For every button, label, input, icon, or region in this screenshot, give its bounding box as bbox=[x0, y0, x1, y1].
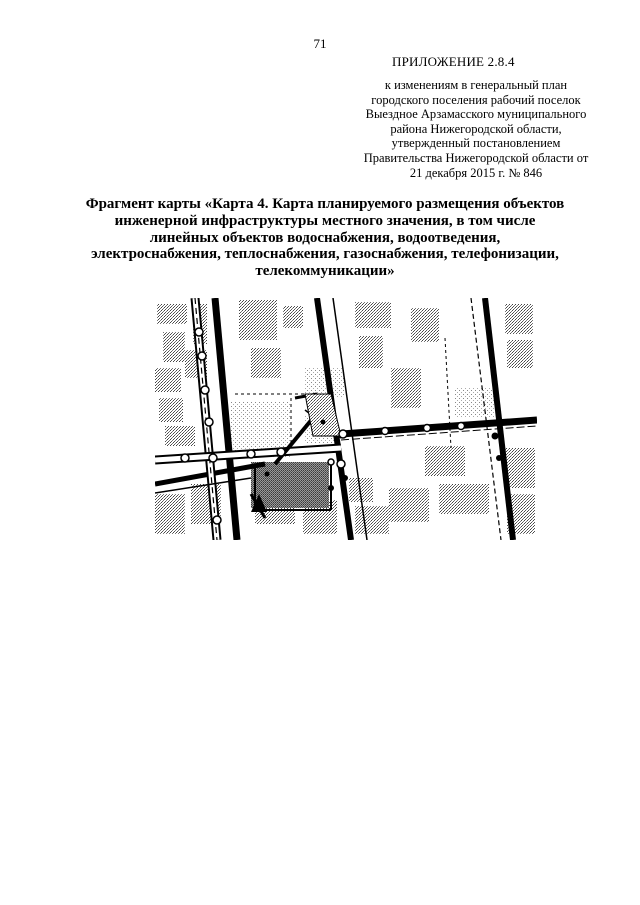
dense-block bbox=[251, 462, 329, 508]
approval-line: утвержденный постановлением bbox=[391, 136, 561, 151]
approval-block bbox=[318, 78, 634, 180]
title-line: Фрагмент карты «Карта 4. Карта планируемого размещения объектов bbox=[85, 196, 565, 212]
approval-line: к изменениям в генеральный план bbox=[384, 78, 568, 92]
approval-line: Выездное Арзамасского муниципального bbox=[365, 107, 587, 122]
document-title bbox=[60, 196, 590, 280]
light-blocks bbox=[231, 368, 495, 458]
title-line: электроснабжения, теплоснабжения, газоснабжения, телефонизации, bbox=[91, 246, 559, 263]
title-line: инженерной инфраструктуры местного значения, в том числе bbox=[114, 212, 536, 229]
page-number: 71 bbox=[313, 36, 327, 51]
approval-line: района Нижегородской области, bbox=[390, 121, 562, 136]
map-image bbox=[155, 298, 537, 540]
appendix-title: ПРИЛОЖЕНИЕ 2.8.4 bbox=[392, 54, 515, 69]
map-fragment bbox=[155, 298, 537, 540]
approval-line: 21 декабря 2015 г. № 846 bbox=[409, 165, 543, 180]
approval-line: городского поселения рабочий поселок bbox=[371, 92, 581, 107]
approval-line: Правительства Нижегородской области от bbox=[363, 150, 589, 165]
title-line: линейных объектов водоснабжения, водоотведения, bbox=[149, 229, 501, 246]
title-line: телекоммуникации» bbox=[255, 263, 395, 280]
